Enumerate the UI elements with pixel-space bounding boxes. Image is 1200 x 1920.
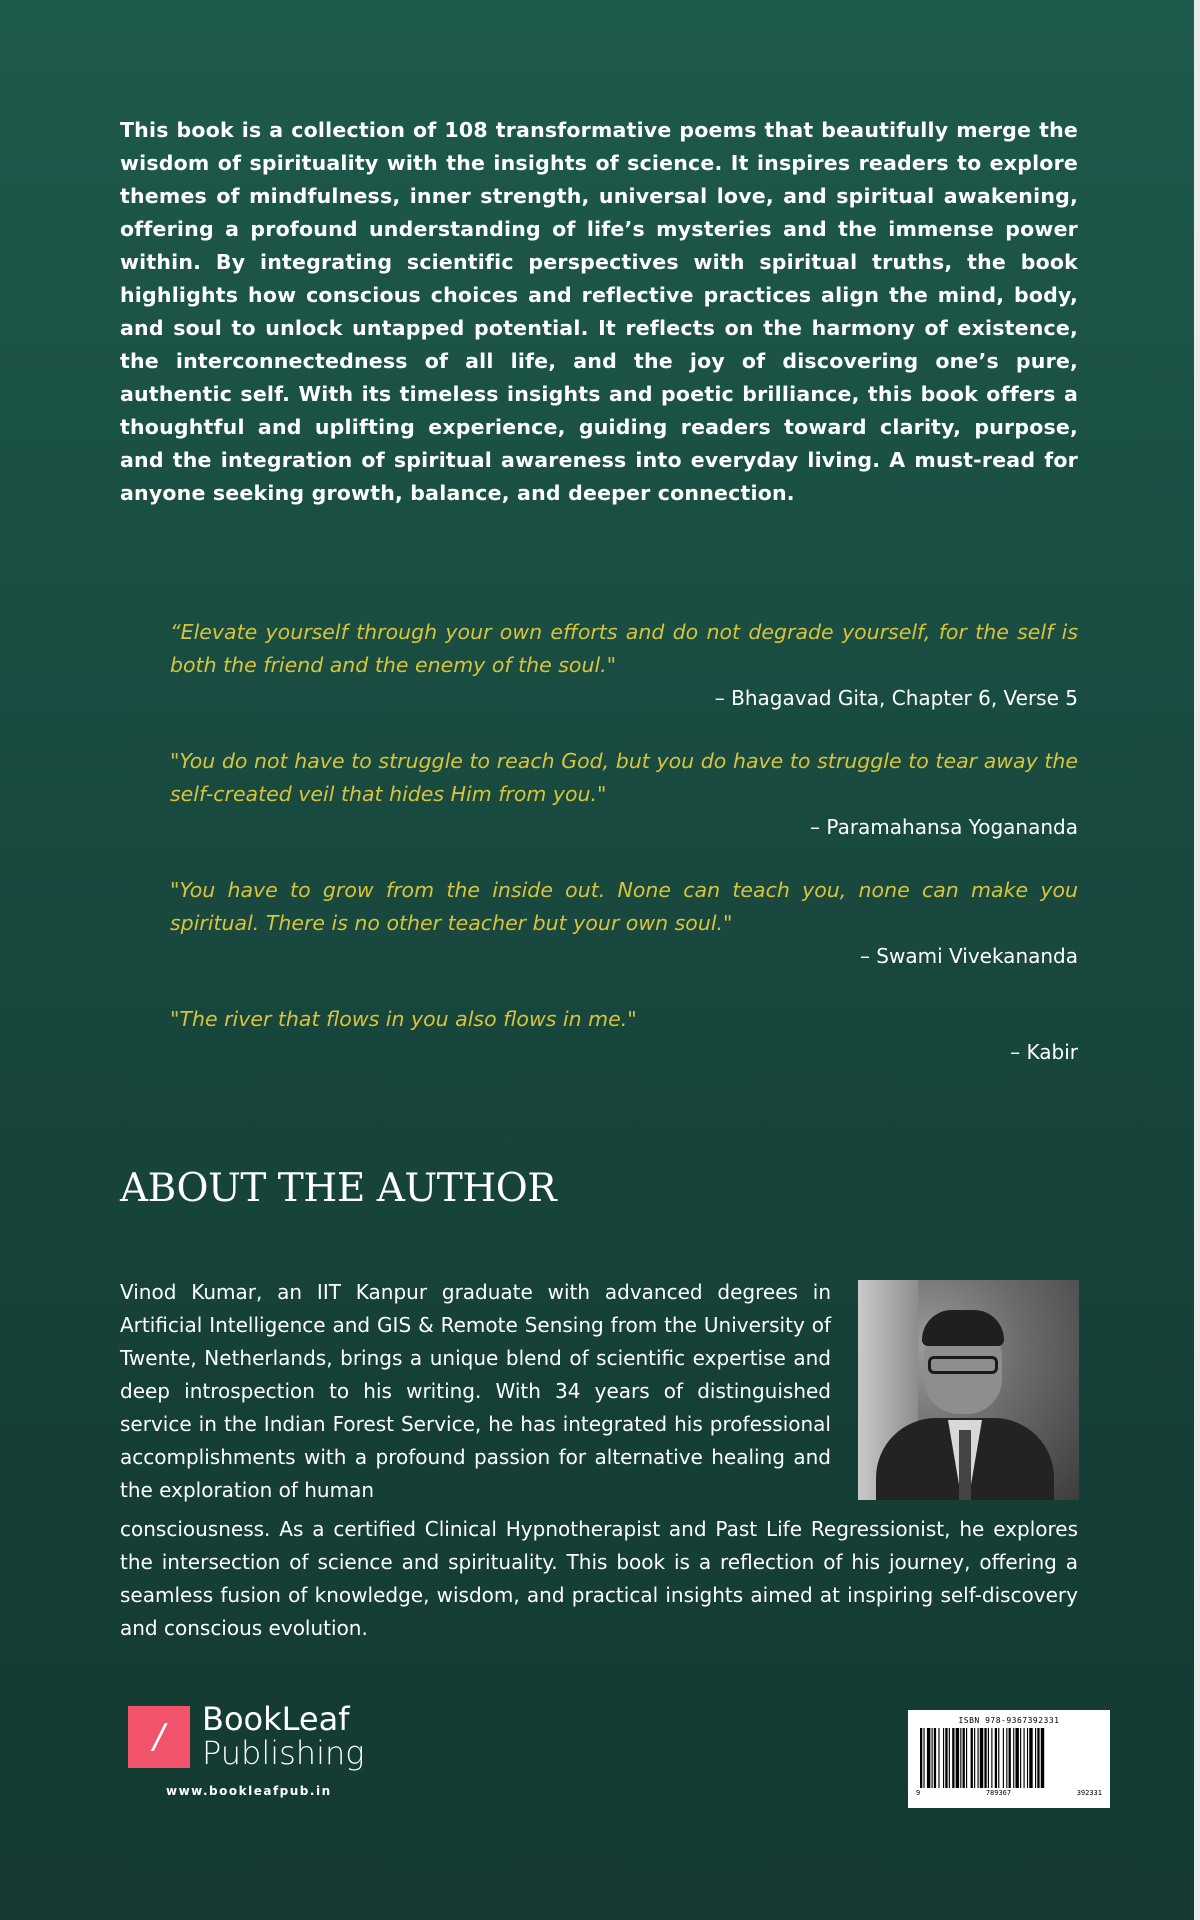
barcode-bar <box>920 1728 922 1788</box>
barcode-bar <box>995 1728 997 1788</box>
barcode-bar <box>966 1728 967 1788</box>
barcode-bar <box>1041 1728 1044 1788</box>
quote-text: “Elevate yourself through your own efforts and do not degrade yourself, for the self is both the friend and the enemy of the soul." <box>170 620 1078 677</box>
photo-tie <box>959 1430 971 1500</box>
barcode-bar <box>943 1728 944 1788</box>
barcode-bar <box>949 1728 950 1788</box>
barcode-bar <box>998 1728 999 1788</box>
barcode-bar <box>1003 1728 1004 1788</box>
barcode-bar <box>938 1728 939 1788</box>
barcode-bar <box>1029 1728 1032 1788</box>
barcode-bars <box>916 1728 1102 1788</box>
barcode-bar <box>952 1728 954 1788</box>
barcode-bar <box>934 1728 936 1788</box>
quote-source: – Kabir <box>1010 1040 1078 1064</box>
barcode-bar <box>1015 1728 1018 1788</box>
barcode-bar <box>923 1728 924 1788</box>
quotes-section <box>170 616 1078 1099</box>
barcode-bar <box>1024 1728 1025 1788</box>
barcode-bar <box>963 1728 965 1788</box>
quote-item <box>170 874 1078 973</box>
bookleaf-logo-icon: / <box>128 1706 190 1768</box>
barcode-bar <box>1006 1728 1007 1788</box>
barcode-bar <box>956 1728 959 1788</box>
author-bio-part-2: consciousness. As a certified Clinical Hypnotherapist and Past Life Regressionist, he explores the intersection of science and spirituality. This book is a reflection of his journey, offering a seamless fusion of knowledge, wisdom, and practical insights aimed at inspiring self-discovery and conscious evolution. <box>120 1517 1078 1640</box>
barcode-bar <box>984 1728 986 1788</box>
barcode-bar <box>960 1728 961 1788</box>
barcode-bar <box>1037 1728 1039 1788</box>
barcode-bar <box>1013 1728 1014 1788</box>
isbn-label: ISBN 978-9367392331 <box>958 1716 1060 1725</box>
quote-item <box>170 745 1078 844</box>
quote-text: "You do not have to struggle to reach God, but you do have to struggle to tear away the self-created veil that hides Him from you." <box>170 749 1078 806</box>
barcode-bar <box>974 1728 975 1788</box>
quote-item <box>170 616 1078 715</box>
barcode-bar <box>988 1728 989 1788</box>
quote-source: – Paramahansa Yogananda <box>810 815 1078 839</box>
barcode-digits-right: 392331 <box>1076 1789 1102 1797</box>
author-bio-part-1: Vinod Kumar, an IIT Kanpur graduate with advanced degrees in Artificial Intelligence and GIS & Remote Sensing from the University of Twente, Netherlands, brings a unique blend of scientific expertise and deep introspection to his writing. With 34 years of distinguished service in the Indian Forest Service, he has integrated his professional accomplishments with a profound passion for alternative healing and the exploration of human <box>120 1280 831 1502</box>
barcode-bar <box>978 1728 979 1788</box>
quote-item <box>170 1003 1078 1069</box>
book-blurb: This book is a collection of 108 transformative poems that beautifully merge the wisdom of spirituality with the insights of science. It inspires readers to explore themes of mindfulness, inner strength, universal love, and spiritual awakening, offering a profound understanding of life’s mysteries and the immense power within. By integrating scientific perspectives with spiritual truths, the book highlights how conscious choices and reflective practices align the mind, body, and soul to unlock untapped potential. It reflects on the harmony of existence, the interconnectedness of all life, and the joy of discovering one’s pure, authentic self. With its timeless insights and poetic brilliance, this book offers a thoughtful and uplifting experience, guiding readers toward clarity, purpose, and the integration of spiritual awareness into everyday living. A must-read for anyone seeking growth, balance, and deeper connection. <box>120 118 1078 505</box>
barcode-bar <box>1009 1728 1011 1788</box>
author-portrait <box>858 1280 1079 1500</box>
barcode-bar <box>991 1728 992 1788</box>
photo-glasses <box>928 1356 998 1374</box>
page-edge-divider <box>1194 0 1200 1920</box>
publisher-logo <box>128 1700 388 1806</box>
barcode-bar <box>971 1728 973 1788</box>
barcode-digit-left: 9 <box>916 1789 921 1797</box>
quote-source: – Bhagavad Gita, Chapter 6, Verse 5 <box>714 686 1078 710</box>
barcode-bar <box>932 1728 933 1788</box>
publisher-name-line2: Publishing <box>202 1734 365 1772</box>
barcode-bar <box>927 1728 930 1788</box>
barcode-bar <box>980 1728 983 1788</box>
barcode-bar <box>1020 1728 1021 1788</box>
photo-hair <box>922 1310 1004 1346</box>
quote-text: "You have to grow from the inside out. None can teach you, none can make you spiritual. There is no other teacher but your own soul." <box>170 878 1078 935</box>
quote-text: "The river that flows in you also flows in me." <box>170 1007 637 1031</box>
isbn-barcode <box>908 1710 1110 1808</box>
publisher-name-line1: BookLeaf <box>202 1700 350 1738</box>
barcode-bar <box>1027 1728 1028 1788</box>
barcode-digits <box>916 1789 1102 1797</box>
publisher-url: www.bookleafpub.in <box>166 1784 332 1798</box>
barcode-bar <box>1035 1728 1036 1788</box>
about-author-heading: ABOUT THE AUTHOR <box>120 1166 557 1211</box>
barcode-bar <box>945 1728 947 1788</box>
barcode-digits-mid: 789367 <box>985 1789 1012 1797</box>
quote-source: – Swami Vivekananda <box>859 944 1078 968</box>
